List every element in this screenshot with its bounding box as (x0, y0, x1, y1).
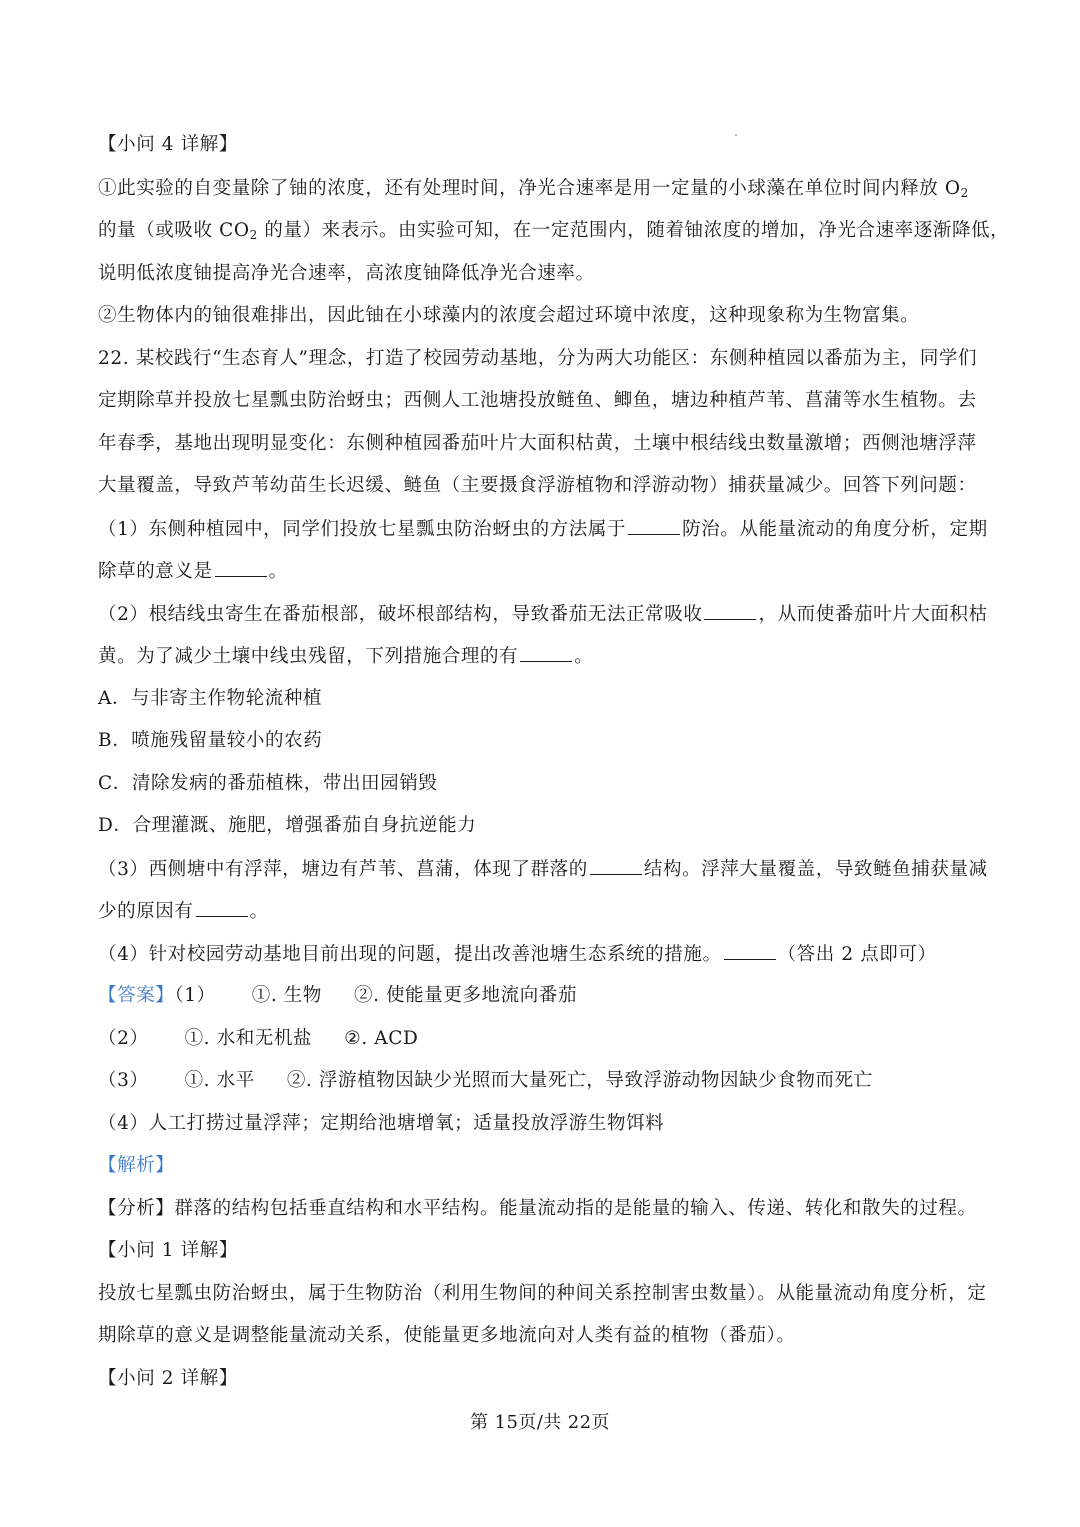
question-stem: 大量覆盖，导致芦苇幼苗生长迟缓、鲢鱼（主要摄食浮游植物和浮游动物）捕获量减少。回答下列问题： (98, 475, 977, 496)
analysis-text: 【分析】群落的结构包括垂直结构和水平结构。能量流动指的是能量的输入、传递、转化和散失的过程。 (98, 1198, 977, 1219)
paragraph-line: ②生物体内的铀很难排出，因此铀在小球藻内的浓度会超过环境中浓度，这种现象称为生物富集。 (98, 305, 920, 326)
option-a: A．与非寄主作物轮流种植 (98, 688, 323, 709)
paragraph-line: 期除草的意义是调整能量流动关系，使能量更多地流向对人类有益的植物（番茄）。 (98, 1325, 796, 1346)
answer-label: 【答案】 (98, 985, 175, 1006)
option-b: B．喷施残留量较小的农药 (98, 730, 323, 751)
answer-blank (215, 558, 267, 577)
subquestion-4: （4）针对校园劳动基地目前出现的问题，提出改善池塘生态系统的措施。 （答出 2 点即可） (98, 941, 988, 968)
question-stem: 年春季，基地出现明显变化：东侧种植园番茄叶片大面积枯黄，土壤中根结线虫数量激增；西侧池塘浮萍 (98, 433, 977, 454)
question-stem: 定期除草并投放七星瓢虫防治蚜虫；西侧人工池塘投放鲢鱼、鲫鱼，塘边种植芦苇、菖蒲等水生植物。去 (98, 390, 977, 411)
paragraph-line: ①此实验的自变量除了铀的浓度，还有处理时间，净光合速率是用一定量的小球藻在单位时间内释放 $O_2$ (98, 178, 969, 200)
section-header-q1: 【小问 1 详解】 (98, 1240, 238, 1261)
answer-row-3: （3） ①. 水平 ②. 浮游植物因缺少光照而大量死亡，导致浮游动物因缺少食物而死亡 (98, 1070, 873, 1091)
subquestion-3-cont: 少的原因有 。 (98, 898, 988, 925)
paragraph-line: 的量（或吸收 $CO_2$ 的量）来表示。由实验可知，在一定范围内，随着铀浓度的增加，净光合速率逐渐降低， (98, 220, 1010, 242)
answer-blank (520, 643, 572, 662)
question-stem: 22. 某校践行“生态育人”理念，打造了校园劳动基地，分为两大功能区：东侧种植园以番茄为主，同学们 (98, 348, 978, 369)
answer-blank (628, 516, 680, 535)
subquestion-3: （3）西侧塘中有浮萍，塘边有芦苇、菖蒲，体现了群落的 结构。浮萍大量覆盖，导致鲢鱼捕获量减 (98, 856, 988, 883)
paragraph-line: 投放七星瓢虫防治蚜虫，属于生物防治（利用生物间的种间关系控制害虫数量）。从能量流动角度分析，定 (98, 1283, 987, 1304)
option-c: C．清除发病的番茄植株，带出田园销毁 (98, 773, 438, 794)
subquestion-2-cont: 黄。为了减少土壤中线虫残留，下列措施合理的有 。 (98, 643, 988, 670)
subquestion-1: （1）东侧种植园中，同学们投放七星瓢虫防治蚜虫的方法属于 防治。从能量流动的角度分析，定期 (98, 516, 988, 543)
page-footer: 第 15页/共 22页 (470, 1412, 610, 1433)
answer-row-4: （4）人工打捞过量浮萍；定期给池塘增氧；适量投放浮游生物饵料 (98, 1113, 665, 1134)
answer-blank (704, 601, 756, 620)
section-header-q2: 【小问 2 详解】 (98, 1368, 238, 1389)
answer-blank (590, 856, 642, 875)
analysis-label: 【解析】 (98, 1155, 175, 1176)
subquestion-1-cont: 除草的意义是 。 (98, 558, 988, 585)
option-d: D．合理灌溉、施肥，增强番茄自身抗逆能力 (98, 815, 477, 836)
answer-row-2: （2） ①. 水和无机盐 ②. ACD (98, 1028, 419, 1049)
section-header-q4: 【小问 4 详解】 (98, 134, 238, 155)
subquestion-2: （2）根结线虫寄生在番茄根部，破坏根部结构，导致番茄无法正常吸收 ，从而使番茄叶片大面积枯 (98, 601, 988, 628)
paragraph-line: 说明低浓度铀提高净光合速率，高浓度铀降低净光合速率。 (98, 263, 595, 284)
answer-blank (724, 941, 776, 960)
answer-blank (196, 898, 248, 917)
answer-row-1: 【答案】（1） ①. 生物 ②. 使能量更多地流向番茄 (98, 985, 578, 1006)
